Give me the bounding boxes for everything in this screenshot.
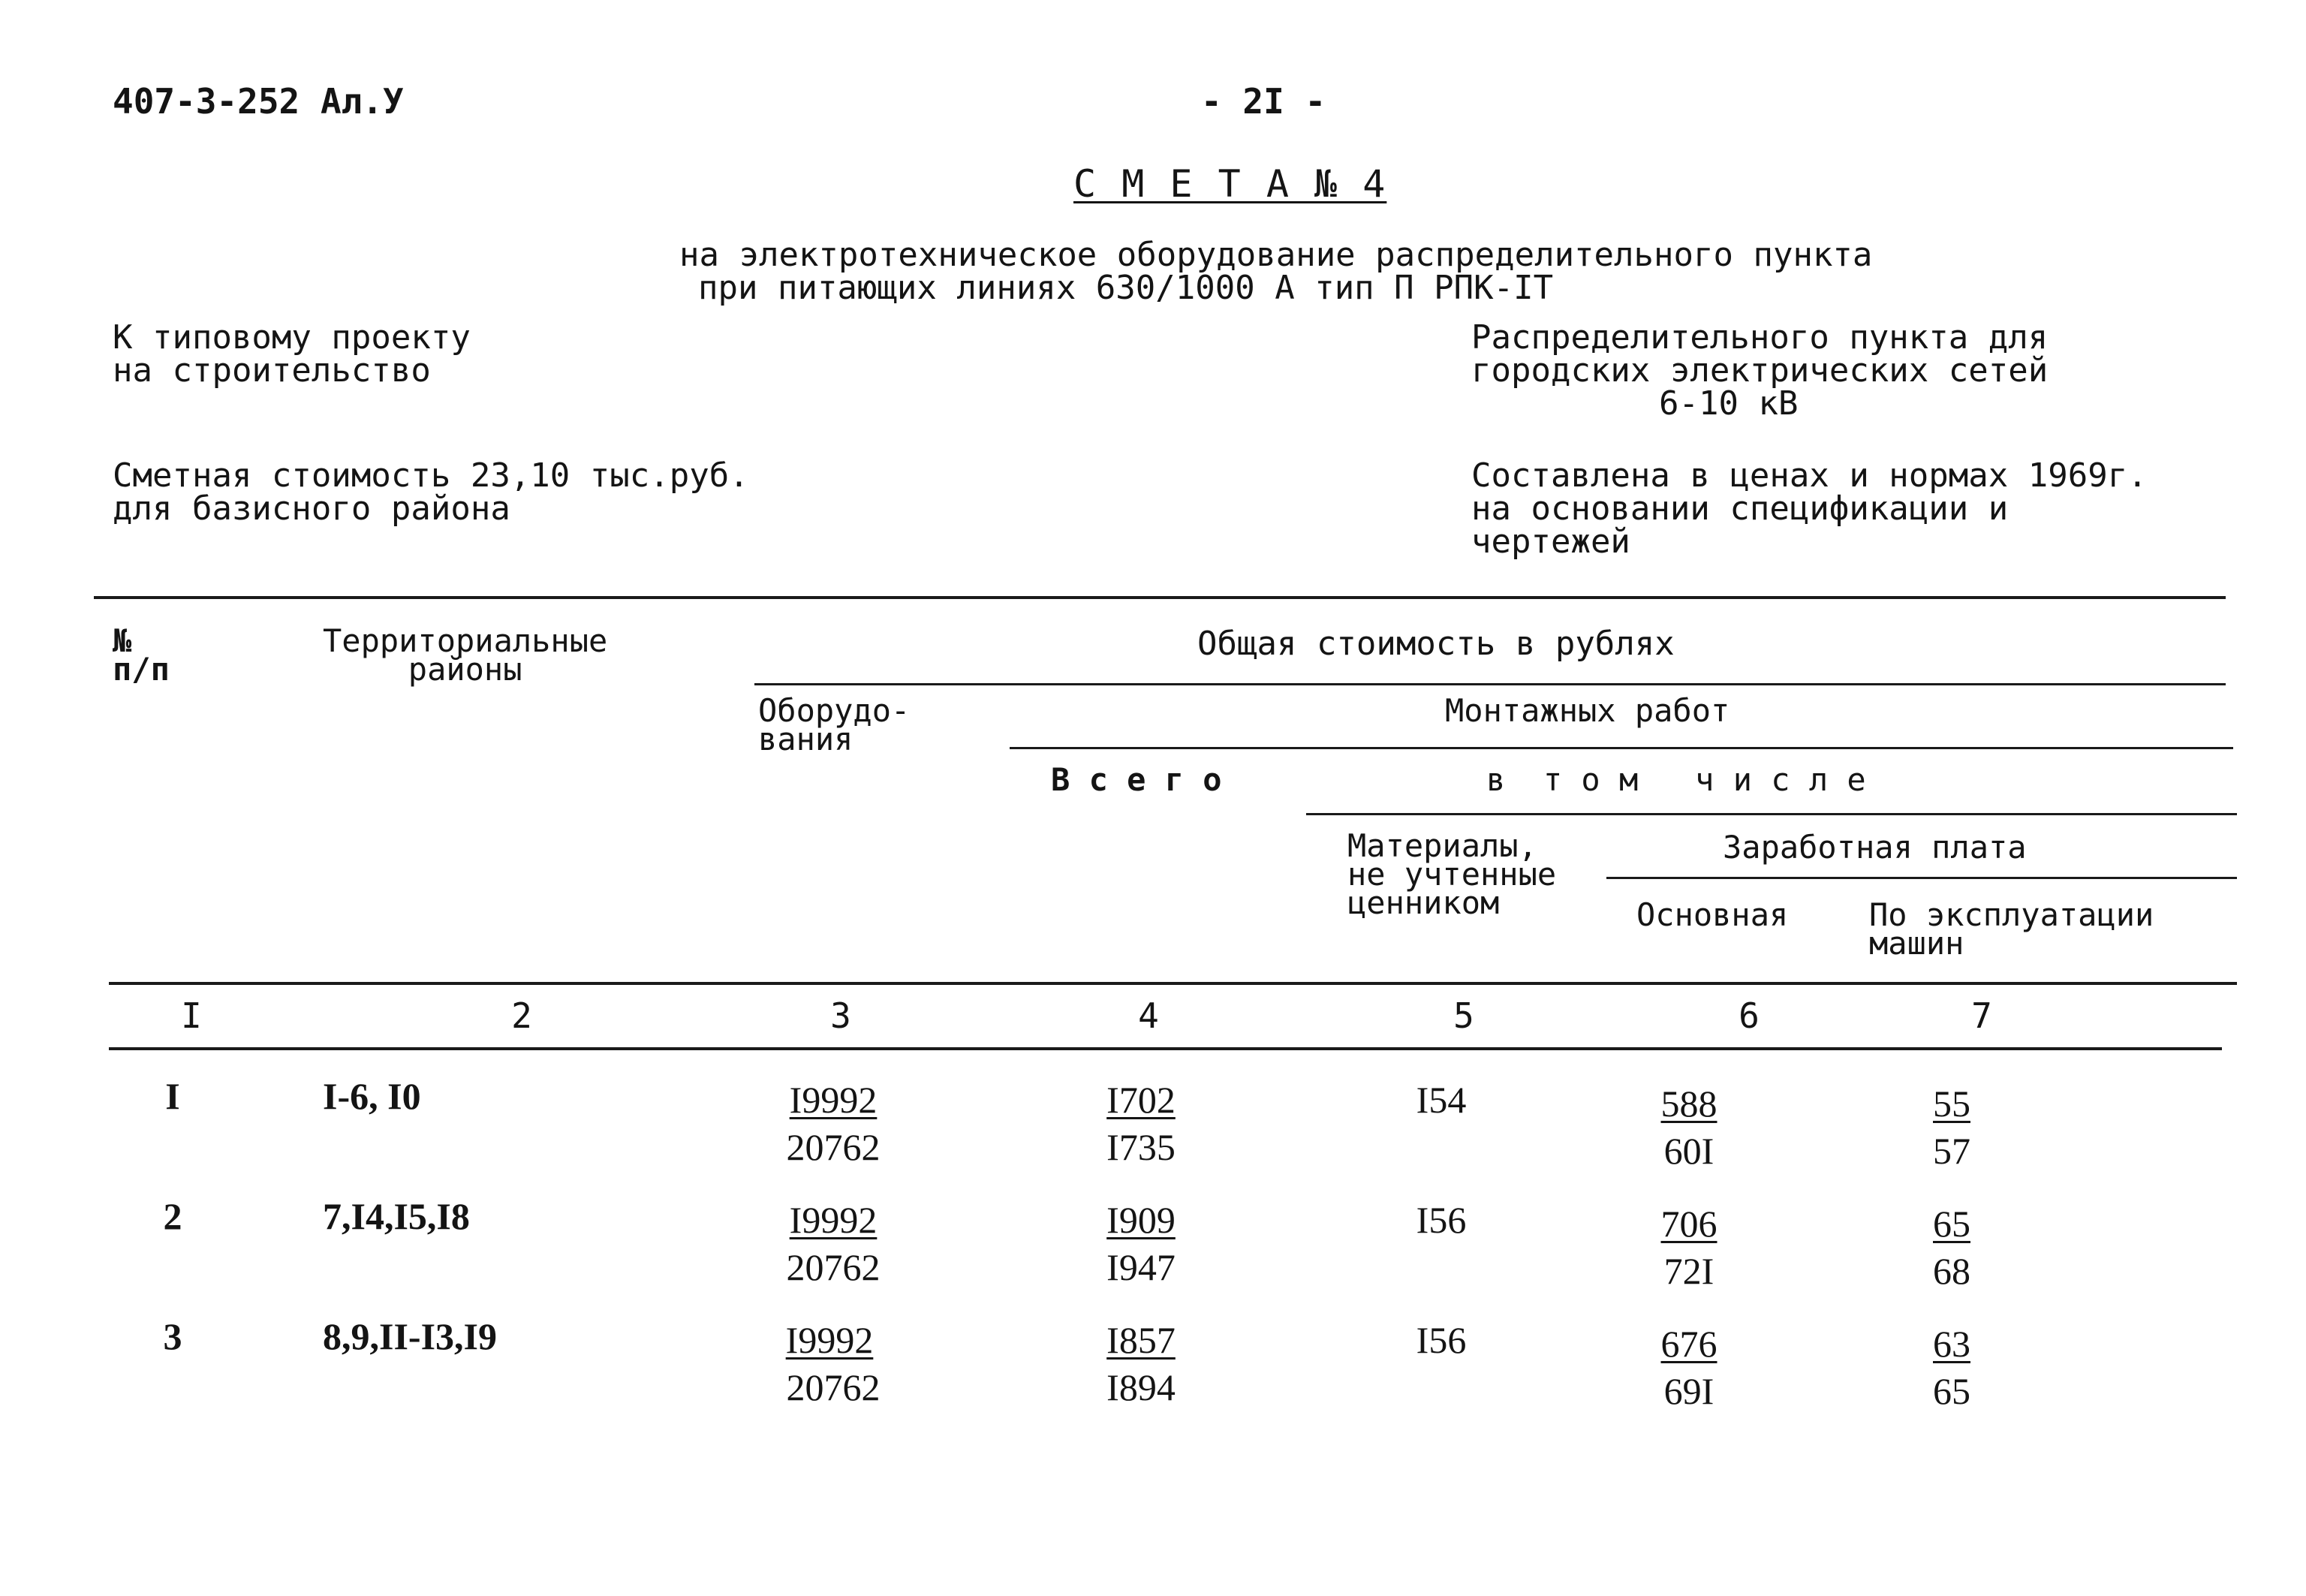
- row-2-districts: 7,I4,I5,I8: [323, 1195, 470, 1237]
- project-label-2: на строительство: [113, 351, 431, 390]
- row-2-equipment-top: I9992: [789, 1199, 878, 1241]
- column-number-1: I: [181, 995, 202, 1036]
- row-1-equipment-bottom: 20762: [786, 1126, 881, 1168]
- column-number-6: 6: [1739, 995, 1760, 1036]
- prices-basis-1: Составлена в ценах и нормах 1969г.: [1471, 456, 2148, 495]
- header-bottom-rule: [109, 982, 2237, 985]
- row-1-equipment-top: I9992: [789, 1079, 878, 1121]
- header-salary: Заработная плата: [1723, 829, 2027, 866]
- column-number-2: 2: [511, 995, 532, 1036]
- row-2-number: 2: [163, 1195, 182, 1237]
- column-numbers-rule: [109, 1047, 2222, 1050]
- row-2-basic-bottom: 72I: [1663, 1250, 1714, 1292]
- header-installation: Монтажных работ: [1445, 692, 1730, 729]
- row-1-total-top: I702: [1106, 1079, 1176, 1121]
- header-basic: Основная: [1636, 896, 1789, 933]
- row-2-materials: I56: [1416, 1199, 1467, 1241]
- prices-basis-3: чертежей: [1471, 522, 1630, 561]
- column-number-3: 3: [830, 995, 851, 1036]
- project-label-1: К типовому проекту: [113, 318, 471, 357]
- header-total-cost: Общая стоимость в рублях: [1197, 625, 1675, 663]
- row-1-machines-bottom: 57: [1933, 1130, 1970, 1172]
- column-number-4: 4: [1138, 995, 1159, 1036]
- header-districts: Территориальные районы: [323, 622, 608, 688]
- row-3-total-top: I857: [1106, 1319, 1176, 1361]
- row-1-materials: I54: [1416, 1079, 1467, 1121]
- subtitle-line-2: при питающих линиях 630/1000 А тип П РПК-IТ: [698, 269, 1554, 307]
- row-2-basic-top: 706: [1660, 1203, 1717, 1245]
- document-code: 407-3-252 Ал.У: [113, 81, 404, 122]
- estimated-cost: Сметная стоимость 23,10 тыс.руб.: [113, 456, 749, 495]
- row-2-total-bottom: I947: [1106, 1246, 1176, 1288]
- header-including: в т о м ч и с л е: [1486, 761, 1866, 798]
- row-1-basic-top: 588: [1660, 1083, 1717, 1125]
- row-1-number: I: [165, 1075, 180, 1117]
- page-number: - 2I -: [1201, 81, 1326, 122]
- column-number-5: 5: [1453, 995, 1474, 1036]
- header-rule-4: [1606, 877, 2237, 879]
- row-3-machines-bottom: 65: [1933, 1370, 1970, 1412]
- row-2-machines-top: 65: [1933, 1203, 1970, 1245]
- header-total: В с е г о: [1051, 761, 1222, 798]
- row-3-equipment-top: I9992: [785, 1319, 874, 1361]
- row-2-machines-bottom: 68: [1933, 1250, 1970, 1292]
- column-number-7: 7: [1971, 995, 1992, 1036]
- base-district: для базисного района: [113, 489, 510, 528]
- prices-basis-2: на основании спецификации и: [1471, 489, 2009, 528]
- header-rule-1: [754, 683, 2226, 685]
- header-materials: Материалы, не учтенные ценником: [1347, 827, 1557, 921]
- project-name-1: Распределительного пункта для: [1471, 318, 2049, 357]
- header-machines: По эксплуатации машин: [1869, 896, 2154, 962]
- row-3-districts: 8,9,II-I3,I9: [323, 1315, 497, 1357]
- header-number: № п/п: [113, 622, 170, 688]
- subtitle-line-1: на электротехническое оборудование распределительного пункта: [679, 236, 1873, 274]
- row-2-equipment-bottom: 20762: [786, 1246, 881, 1288]
- project-name-3: 6-10 кВ: [1659, 384, 1799, 423]
- row-3-basic-bottom: 69I: [1663, 1370, 1714, 1412]
- row-3-basic-top: 676: [1660, 1323, 1717, 1365]
- document-title: С М Е Т А № 4: [1073, 162, 1387, 206]
- table-top-rule: [94, 596, 2226, 599]
- row-2-total-top: I909: [1106, 1199, 1176, 1241]
- row-3-equipment-bottom: 20762: [786, 1366, 881, 1408]
- row-1-districts: I-6, I0: [323, 1075, 421, 1117]
- row-1-machines-top: 55: [1933, 1083, 1970, 1125]
- project-name-2: городских электрических сетей: [1471, 351, 2049, 390]
- header-rule-2: [1010, 747, 2233, 749]
- row-3-number: 3: [163, 1315, 182, 1357]
- header-equipment: Оборудо- вания: [758, 692, 911, 757]
- row-3-total-bottom: I894: [1106, 1366, 1176, 1408]
- row-3-machines-top: 63: [1933, 1323, 1970, 1365]
- row-3-materials: I56: [1416, 1319, 1467, 1361]
- header-rule-3: [1306, 813, 2237, 815]
- row-1-basic-bottom: 60I: [1663, 1130, 1714, 1172]
- row-1-total-bottom: I735: [1106, 1126, 1176, 1168]
